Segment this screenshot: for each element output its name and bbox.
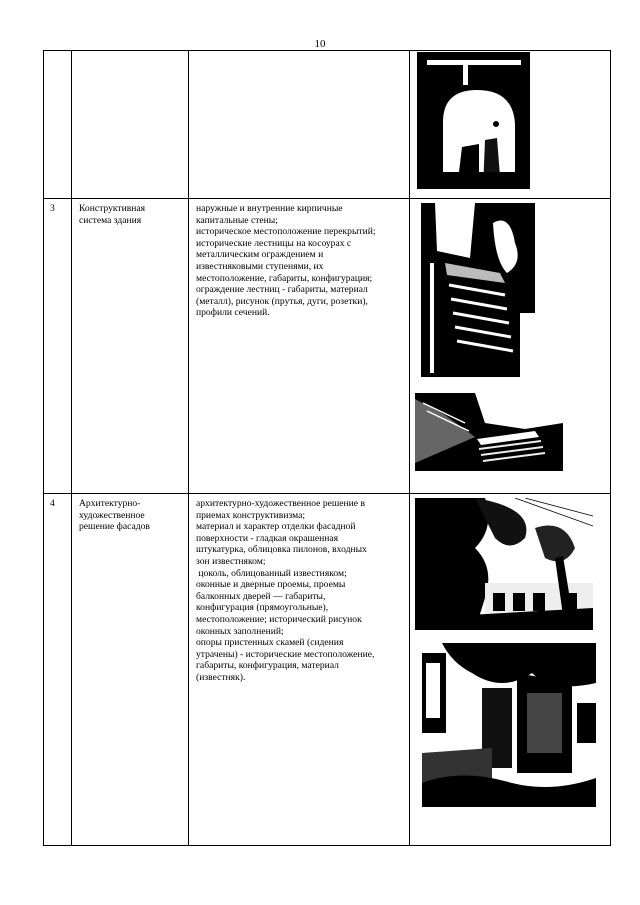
description-line: металлическим ограждением и	[196, 249, 324, 261]
description-line: (металл), рисунок (прутья, дуги, розетки),	[196, 295, 368, 307]
description-line: (известняк).	[196, 671, 246, 683]
feature-line: художественное	[79, 509, 145, 521]
photo-cell	[410, 51, 611, 199]
description-line: местоположение; исторический рисунок	[196, 613, 362, 625]
feature-line: Архитектурно-	[79, 498, 141, 509]
arched-gateway-photo	[417, 52, 530, 189]
description-line: штукатурка, облицовка пилонов, входных	[196, 544, 367, 556]
entrance-photo	[422, 643, 596, 807]
feature-line: система здания	[79, 214, 142, 226]
description-line: наружные и внутренние кирпичные	[196, 203, 343, 214]
description-line: оконных заполнений;	[196, 625, 284, 637]
description-line: приемах конструктивизма;	[196, 509, 306, 521]
feature-cell	[72, 199, 189, 494]
page-number: 10	[314, 38, 326, 50]
feature-line: решение фасадов	[79, 521, 150, 533]
row-number-cell	[44, 51, 72, 199]
description-line: капитальные стены;	[196, 214, 278, 226]
description-line: профили сечений.	[196, 307, 270, 319]
row-number-cell: 3	[44, 199, 72, 494]
table-row	[44, 494, 611, 846]
description-line: поверхности - гладкая окрашенная	[196, 532, 339, 544]
staircase-photo-1	[415, 203, 535, 377]
staircase-photo-2	[415, 393, 563, 471]
description-cell	[189, 494, 410, 846]
photo-cell	[410, 199, 611, 494]
facade-trees-photo	[415, 498, 593, 630]
description-line: цоколь, облицованный известняком;	[196, 567, 347, 579]
feature-cell	[72, 51, 189, 199]
description-line: конфигурация (прямоугольные),	[196, 602, 329, 614]
description-cell	[189, 51, 410, 199]
description-line: балконных дверей — габариты,	[196, 590, 326, 602]
description-line: местоположение, габариты, конфигурация;	[196, 272, 373, 284]
row-number-cell: 4	[44, 494, 72, 846]
description-line: ограждение лестниц - габариты, материал	[196, 284, 368, 296]
feature-line: Конструктивная	[79, 203, 146, 214]
description-line: историческое местоположение перекрытий;	[196, 226, 376, 238]
monument-features-table	[43, 50, 611, 846]
description-line: габариты, конфигурация, материал	[196, 660, 339, 672]
photo-cell	[410, 494, 611, 846]
description-line: зон известняком;	[196, 555, 266, 567]
description-line: архитектурно-художественное решение в	[196, 498, 365, 509]
description-line: утрачены) - исторические местоположение,	[196, 648, 375, 660]
description-line: исторические лестницы на косоурах с	[196, 237, 352, 249]
table-row-continuation	[44, 51, 611, 199]
description-line: известняковыми ступенями, их	[196, 260, 324, 272]
table-row	[44, 199, 611, 494]
description-line: оконные и дверные проемы, проемы	[196, 579, 346, 591]
feature-cell	[72, 494, 189, 846]
description-cell	[189, 199, 410, 494]
description-line: опоры пристенных скамей (сидения	[196, 637, 344, 649]
description-line: материал и характер отделки фасадной	[196, 521, 356, 533]
